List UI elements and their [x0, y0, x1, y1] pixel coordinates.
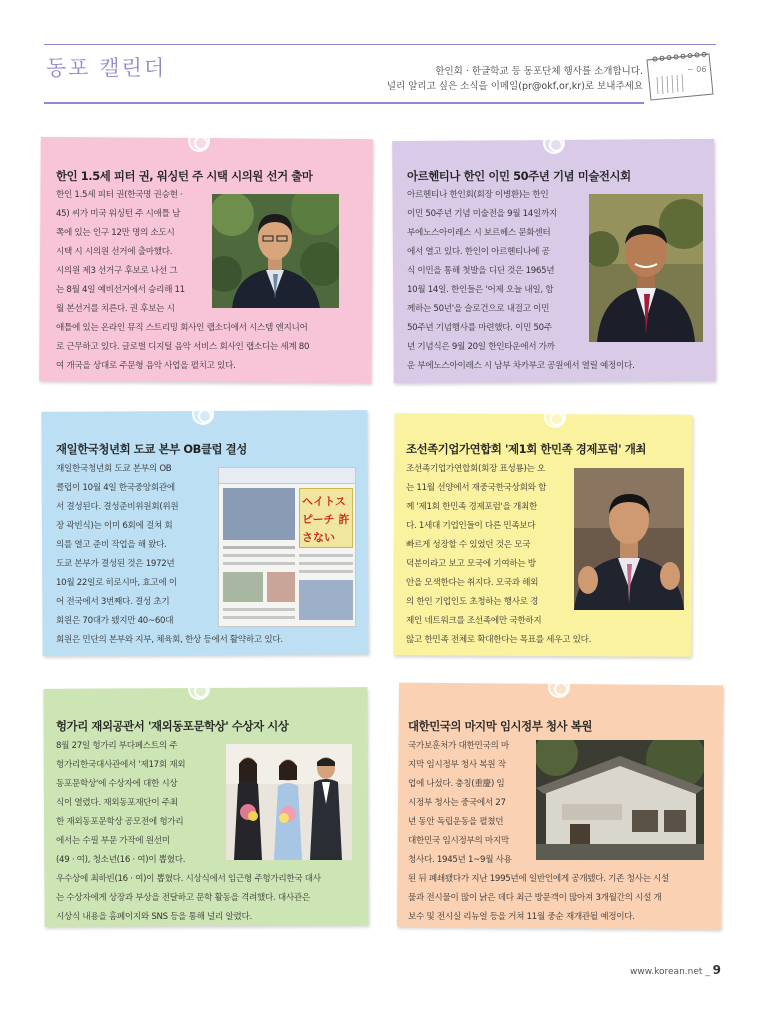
header-bottom-rule [44, 102, 644, 104]
article-body: 조선족기업가연합회(회장 표성룡)는 오 는 11월 선양에서 재중국한국상회와 함 께 '제1회 한민족 경제포럼'을 개최한 다. 1세대 기업인들이 다른 민족보다 빠르게 성장할 수 있었던 것은 모국 덕분이라고 보고 모국에 기여하는 방 안을 모색한다는 취지다. 모국과 해외 의 한인 기업인도 초청하는 행사로 경 제인 네트워크를 조선족에만 국한하지 [406, 464, 547, 626]
building-photo [536, 740, 704, 860]
article-title: 대한민국의 마지막 임시정부 청사 복원 [408, 719, 592, 733]
article-body-tail: 된 뒤 폐쇄됐다가 지난 1995년에 일반인에게 공개됐다. 기존 청사는 시설 물과 전시물이 많이 낡은 데다 최근 방문객이 많아져 3개월간의 시설 개 보수 및 전시실 리뉴얼 등을 거쳐 11월 중순 재개관될 예정이다. [408, 874, 670, 922]
article-body: 한인 1.5세 피터 권(한국명 권승현 · 45) 씨가 미국 워싱턴 주 시애틀 남 쪽에 있는 인구 12만 명의 소도시 시택 시 시의원 선거에 출마했다. 시의원 제3 선거구 후보로 나선 그 는 8월 4일 예비선거에서 승리해 11 월 본선거를 치른다. 권 후보는 시 [56, 190, 185, 314]
article-body-tail: 애틀에 있는 온라인 뮤직 스트리밍 회사인 랩소디에서 시스템 엔지니어 로 근무하고 있다. 글로벌 디지털 음악 서비스 회사인 랩소디는 세계 80 여 개국을 상대로 주문형 음악 사업을 펼치고 있다. [56, 323, 310, 371]
footer-site: www.korean.net _ [630, 967, 710, 977]
calendar-icon [643, 50, 715, 102]
article-title: 조선족기업가연합회 '제1회 한민족 경제포럼' 개최 [406, 442, 647, 456]
article-body: 8월 27일 헝가리 부다페스트의 주 헝가리한국대사관에서 '제17회 재외 동포문학상'에 수상자에 대한 시상 식이 열렸다. 재외동포재단이 주최 한 재외동포문학상 공모전에 헝가리 에서는 수필 부문 가작에 원선미 (49 · 여), 청소년(16 · 여)이 뽑혔다. [56, 741, 186, 865]
portrait-photo [574, 468, 684, 610]
newspaper-photo [218, 467, 356, 627]
article-hungary-award [44, 688, 368, 926]
award-ceremony-photo [226, 744, 352, 860]
intro-line-2: 널리 알리고 싶은 소식을 이메일(pr@okf,or,kr)로 보내주세요 [386, 81, 643, 92]
header-intro [387, 64, 643, 94]
page-footer [630, 963, 721, 977]
paperclip-icon [544, 406, 566, 428]
article-title: 재일한국청년회 도쿄 본부 OB클럽 결성 [56, 442, 247, 456]
article-peter-kwon [40, 138, 372, 382]
paperclip-icon [188, 130, 210, 152]
portrait-photo [212, 194, 339, 308]
article-body: 아르헨티나 한인회(회장 이병환)는 한인 이민 50주년 기념 미술전을 9월 14일까지 부에노스아이레스 시 보르헤스 문화센터 에서 열고 있다. 한인이 아르헨티나에 공 식 이민을 통해 첫발을 디딘 것은 1965년 10월 14일. 한인들은 '어제 오늘 내일, 함 께하는 50년'을 슬로건으로 내걸고 이민 50주년 기념행사를 마련했다. 이민 50주 년 기념식은 9월 20일 한인타운에서 가까 운 부에노스아이레스 시 남부 차카부코 공원에서 열릴 예정이다. [407, 190, 635, 371]
article-body: 국가보훈처가 대한민국의 마 지막 임시정부 청사 복원 작 업에 나섰다. 충칭(重慶) 임 시정부 청사는 중국에서 27 년 동안 독립운동을 펼쳤던 대한민국 임시정부의 마지막 청사다. 1945년 1~9월 사용 [408, 741, 512, 865]
paperclip-icon [192, 403, 214, 425]
article-provisional-government [398, 684, 722, 928]
paperclip-icon [188, 678, 210, 700]
intro-line-1: 한인회 · 한글학교 등 동포단체 행사를 소개합니다. [435, 66, 643, 77]
article-argentina-exhibition [393, 140, 715, 382]
article-chosunjok-forum [394, 414, 692, 656]
page-title: 동포 캘린더 [46, 56, 167, 80]
portrait-photo [589, 194, 703, 342]
newspaper-headline: ヘイトスピーチ 許さない [299, 488, 353, 548]
article-body: 재일한국청년회 도쿄 본부의 OB 클럽이 10월 4일 한국중앙회관에 서 결성된다. 결성준비위원회(위원 장 곽빈식)는 이미 6회에 걸쳐 회 의를 열고 준비 작업을 해 왔다. 도쿄 본부가 결성된 것은 1972년 10월 22일로 히로시마, 효고에 이 어 전국에서 3번째다. 결성 초기 회원은 70대가 됐지만 40~60대 [56, 464, 179, 626]
calendar-label: ~ 06 [687, 65, 707, 74]
article-tokyo-ob-club [42, 411, 368, 655]
paperclip-icon [548, 676, 570, 698]
paperclip-icon [543, 132, 565, 154]
article-body-tail: 회원은 민단의 본부와 지부, 체육회, 한상 등에서 활약하고 있다. [56, 635, 283, 645]
article-body-tail: 않고 한민족 전체로 확대한다는 목표를 세우고 있다. [406, 635, 592, 645]
article-body-tail: 우수상에 최하빈(16 · 여)이 뽑혔다. 시상식에서 임근형 주헝가리한국 대사 는 수상자에게 상장과 부상을 전달하고 문학 활동을 격려했다. 대사관은 시상식 내용을 홈페이지와 SNS 등을 통해 널리 알렸다. [56, 874, 321, 922]
article-title: 헝가리 재외공관서 '재외동포문학상' 수상자 시상 [56, 719, 289, 733]
header-top-rule [44, 44, 716, 45]
article-title: 아르헨티나 한인 이민 50주년 기념 미술전시회 [407, 169, 631, 183]
article-title: 한인 1.5세 피터 권, 워싱턴 주 시택 시의원 선거 출마 [56, 169, 313, 183]
page-number: 9 [712, 963, 721, 977]
